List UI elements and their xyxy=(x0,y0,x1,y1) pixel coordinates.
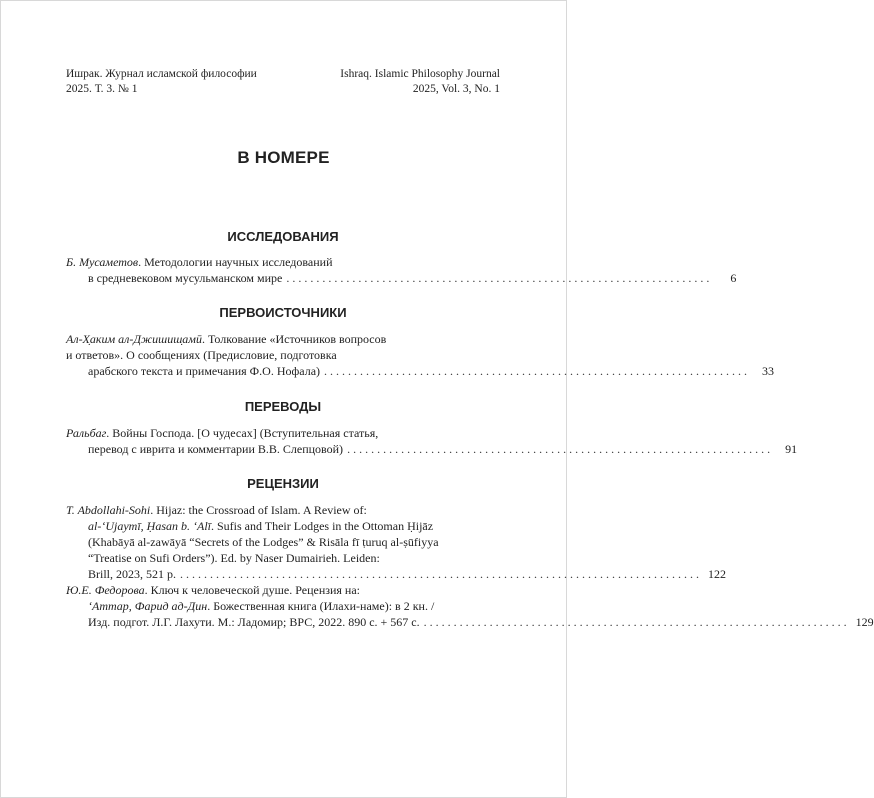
issue-en: 2025, Vol. 3, No. 1 xyxy=(412,83,500,95)
toc-entry-translations-1[interactable] xyxy=(66,425,798,457)
entry-title-cont: “Treatise on Sufi Orders”). Ed. by Naser Dumairieh. Leiden: xyxy=(88,551,380,565)
entry-title: . Ключ к человеческой душе. Рецензия на: xyxy=(144,583,361,597)
page-number: 6 xyxy=(730,271,737,285)
entry-title: . Методологии научных исследований xyxy=(138,255,333,269)
toc-entry-sources-1[interactable] xyxy=(66,331,775,379)
dot-leader: ....................................................................... xyxy=(423,615,850,629)
journal-name-ru: Ишрак. Журнал исламской философии xyxy=(66,68,257,80)
toc-entry-research-1[interactable] xyxy=(66,254,737,286)
section-heading-translations: ПЕРЕВОДЫ xyxy=(244,399,322,414)
entry-title-cont: . Божественная книга (Илахи-наме): в 2 кн. / xyxy=(207,599,435,613)
header-left xyxy=(66,67,257,97)
entry-title-cont: перевод с иврита и комментарии В.В. Слепцовой) xyxy=(88,442,344,456)
entry-author: T. Abdollahi-Sohi xyxy=(66,503,151,517)
dot-leader: ....................................................................... xyxy=(286,271,713,285)
reviewed-author: al-ʻUjaymī, Ḥasan b. ʻAlī xyxy=(88,519,211,533)
entry-author: Ральбаг xyxy=(66,426,107,440)
section-heading-reviews: РЕЦЕНЗИИ xyxy=(247,476,319,491)
page-number: 129 xyxy=(855,615,874,629)
entry-title-cont: Изд. подгот. Л.Г. Лахути. М.: Ладомир; ВРС, 2022. 890 с. + 567 с. xyxy=(88,615,420,629)
dot-leader: ....................................................................... xyxy=(347,442,774,456)
entry-title-cont: (Khabāyā al-zawāyā “Secrets of the Lodges” & Risāla fī ṭuruq al-ṣūfiyya xyxy=(88,535,439,549)
page-number: 33 xyxy=(762,364,775,378)
page-number: 91 xyxy=(785,442,798,456)
reviewed-author: ʻАттар, Фарид ад-Дин xyxy=(88,599,208,613)
entry-title: . Войны Господа. [О чудесах] (Вступительная статья, xyxy=(106,426,379,440)
section-heading-sources: ПЕРВОИСТОЧНИКИ xyxy=(219,305,347,320)
entry-author: Б. Мусаметов xyxy=(66,255,139,269)
entry-title-cont: Brill, 2023, 521 p. xyxy=(88,567,177,581)
dot-leader: ....................................................................................... xyxy=(180,567,703,581)
entry-title: . Толкование «Источников вопросов xyxy=(201,332,387,346)
entry-title: . Hijaz: the Crossroad of Islam. A Review of: xyxy=(150,503,367,517)
entry-title-cont: арабского текста и примечания Ф.О. Нофала) xyxy=(88,364,321,378)
entry-author: Ю.Е. Федорова xyxy=(66,583,145,597)
dot-leader: ....................................................................... xyxy=(324,364,751,378)
header-right xyxy=(340,67,500,97)
page-title: В НОМЕРЕ xyxy=(237,148,330,167)
toc-entry-reviews-1[interactable] xyxy=(66,502,727,582)
issue-ru: 2025. Т. 3. № 1 xyxy=(66,83,138,95)
journal-name-en: Ishraq. Islamic Philosophy Journal xyxy=(340,68,500,80)
entry-title-cont: . Sufis and Their Lodges in the Ottoman Ḥijāz xyxy=(210,519,434,533)
entry-title-cont: в средневековом мусульманском мире xyxy=(88,271,283,285)
section-heading-research: ИССЛЕДОВАНИЯ xyxy=(227,229,339,244)
page-number: 122 xyxy=(708,567,727,581)
toc-entry-reviews-2[interactable] xyxy=(66,582,874,630)
entry-author: Ал-Х̣аким ал-Джишиш̣амӣ xyxy=(66,332,202,346)
entry-title-cont: и ответов». О сообщениях (Предисловие, подготовка xyxy=(66,348,337,362)
